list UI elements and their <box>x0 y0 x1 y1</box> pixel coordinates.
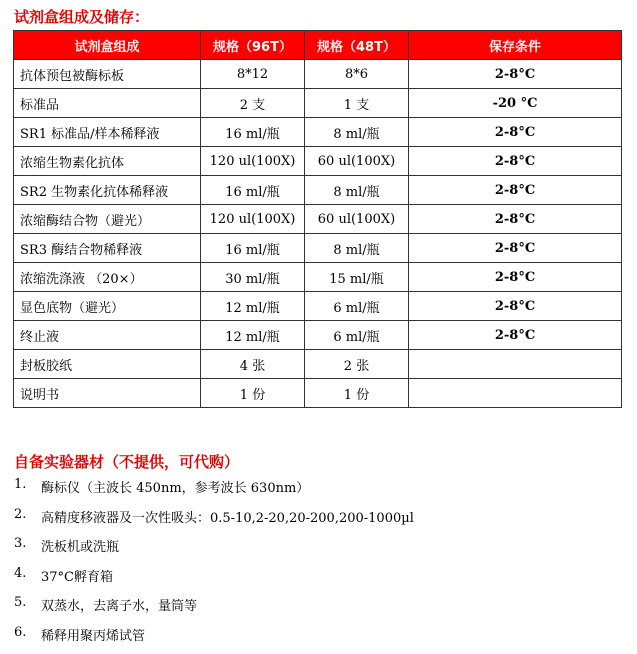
component-name: 显色底物（避光） <box>14 292 201 321</box>
header-cell: 保存条件 <box>409 31 622 60</box>
table-row <box>14 60 622 89</box>
list-item <box>14 536 414 566</box>
storage-condition: 2-8°C <box>409 60 622 89</box>
spec-96t: 8*12 <box>201 60 305 89</box>
list-text: 洗板机或洗瓶 <box>41 536 119 566</box>
section-title-kit: 试剂盒组成及储存： <box>14 6 149 27</box>
storage-condition: 2-8°C <box>409 292 622 321</box>
component-name: SR3 酶结合物稀释液 <box>14 234 201 263</box>
table-row <box>14 321 622 350</box>
storage-condition <box>409 350 622 379</box>
component-name: 封板胶纸 <box>14 350 201 379</box>
list-text: 稀释用聚丙烯试管 <box>41 625 145 654</box>
component-name: 终止液 <box>14 321 201 350</box>
component-name: SR2 生物素化抗体稀释液 <box>14 176 201 205</box>
list-text: 双蒸水，去离子水，量筒等 <box>41 595 197 625</box>
component-name: 抗体预包被酶标板 <box>14 60 201 89</box>
kit-table <box>13 30 622 408</box>
spec-96t: 30 ml/瓶 <box>201 263 305 292</box>
list-text: 高精度移液器及一次性吸头：0.5-10,2-20,20-200,200-1000µl <box>41 507 414 537</box>
spec-96t: 16 ml/瓶 <box>201 176 305 205</box>
section-title-equipment: 自备实验器材（不提供，可代购） <box>14 451 239 472</box>
list-number: 2. <box>14 507 41 537</box>
spec-96t: 2 支 <box>201 89 305 118</box>
spec-96t: 120 ul(100X) <box>201 205 305 234</box>
list-text: 37°C孵育箱 <box>41 566 113 596</box>
spec-48t: 60 ul(100X) <box>305 205 409 234</box>
spec-96t: 16 ml/瓶 <box>201 118 305 147</box>
table-row <box>14 292 622 321</box>
spec-96t: 12 ml/瓶 <box>201 292 305 321</box>
storage-condition: 2-8°C <box>409 147 622 176</box>
spec-48t: 1 份 <box>305 379 409 408</box>
storage-condition: 2-8°C <box>409 263 622 292</box>
table-header <box>14 31 622 60</box>
storage-condition <box>409 379 622 408</box>
list-item <box>14 507 414 537</box>
equipment-list <box>14 477 414 654</box>
list-number: 4. <box>14 566 41 596</box>
spec-48t: 6 ml/瓶 <box>305 321 409 350</box>
list-text: 酶标仪（主波长 450nm，参考波长 630nm） <box>41 477 309 507</box>
list-number: 1. <box>14 477 41 507</box>
component-name: 说明书 <box>14 379 201 408</box>
spec-96t: 16 ml/瓶 <box>201 234 305 263</box>
list-item <box>14 566 414 596</box>
spec-48t: 2 张 <box>305 350 409 379</box>
table-row <box>14 176 622 205</box>
component-name: 标准品 <box>14 89 201 118</box>
storage-condition: 2-8°C <box>409 205 622 234</box>
spec-48t: 8*6 <box>305 60 409 89</box>
table-row <box>14 263 622 292</box>
storage-condition: 2-8°C <box>409 118 622 147</box>
list-item <box>14 625 414 654</box>
spec-48t: 8 ml/瓶 <box>305 118 409 147</box>
header-cell: 规格（96T） <box>201 31 305 60</box>
component-name: 浓缩洗涤液 （20×） <box>14 263 201 292</box>
table-row <box>14 147 622 176</box>
table-row <box>14 118 622 147</box>
table-row <box>14 234 622 263</box>
storage-condition: 2-8°C <box>409 321 622 350</box>
table-row <box>14 205 622 234</box>
spec-96t: 12 ml/瓶 <box>201 321 305 350</box>
list-number: 6. <box>14 625 41 654</box>
header-cell: 规格（48T） <box>305 31 409 60</box>
storage-condition: 2-8°C <box>409 176 622 205</box>
list-item <box>14 595 414 625</box>
table-row <box>14 379 622 408</box>
component-name: 浓缩生物素化抗体 <box>14 147 201 176</box>
spec-48t: 6 ml/瓶 <box>305 292 409 321</box>
component-name: SR1 标准品/样本稀释液 <box>14 118 201 147</box>
storage-condition: -20 °C <box>409 89 622 118</box>
table-row <box>14 350 622 379</box>
spec-96t: 4 张 <box>201 350 305 379</box>
spec-48t: 60 ul(100X) <box>305 147 409 176</box>
spec-96t: 1 份 <box>201 379 305 408</box>
storage-condition: 2-8°C <box>409 234 622 263</box>
spec-48t: 8 ml/瓶 <box>305 176 409 205</box>
table-row <box>14 89 622 118</box>
list-item <box>14 477 414 507</box>
spec-48t: 1 支 <box>305 89 409 118</box>
spec-48t: 15 ml/瓶 <box>305 263 409 292</box>
header-cell: 试剂盒组成 <box>14 31 201 60</box>
spec-96t: 120 ul(100X) <box>201 147 305 176</box>
list-number: 3. <box>14 536 41 566</box>
list-number: 5. <box>14 595 41 625</box>
component-name: 浓缩酶结合物（避光） <box>14 205 201 234</box>
spec-48t: 8 ml/瓶 <box>305 234 409 263</box>
